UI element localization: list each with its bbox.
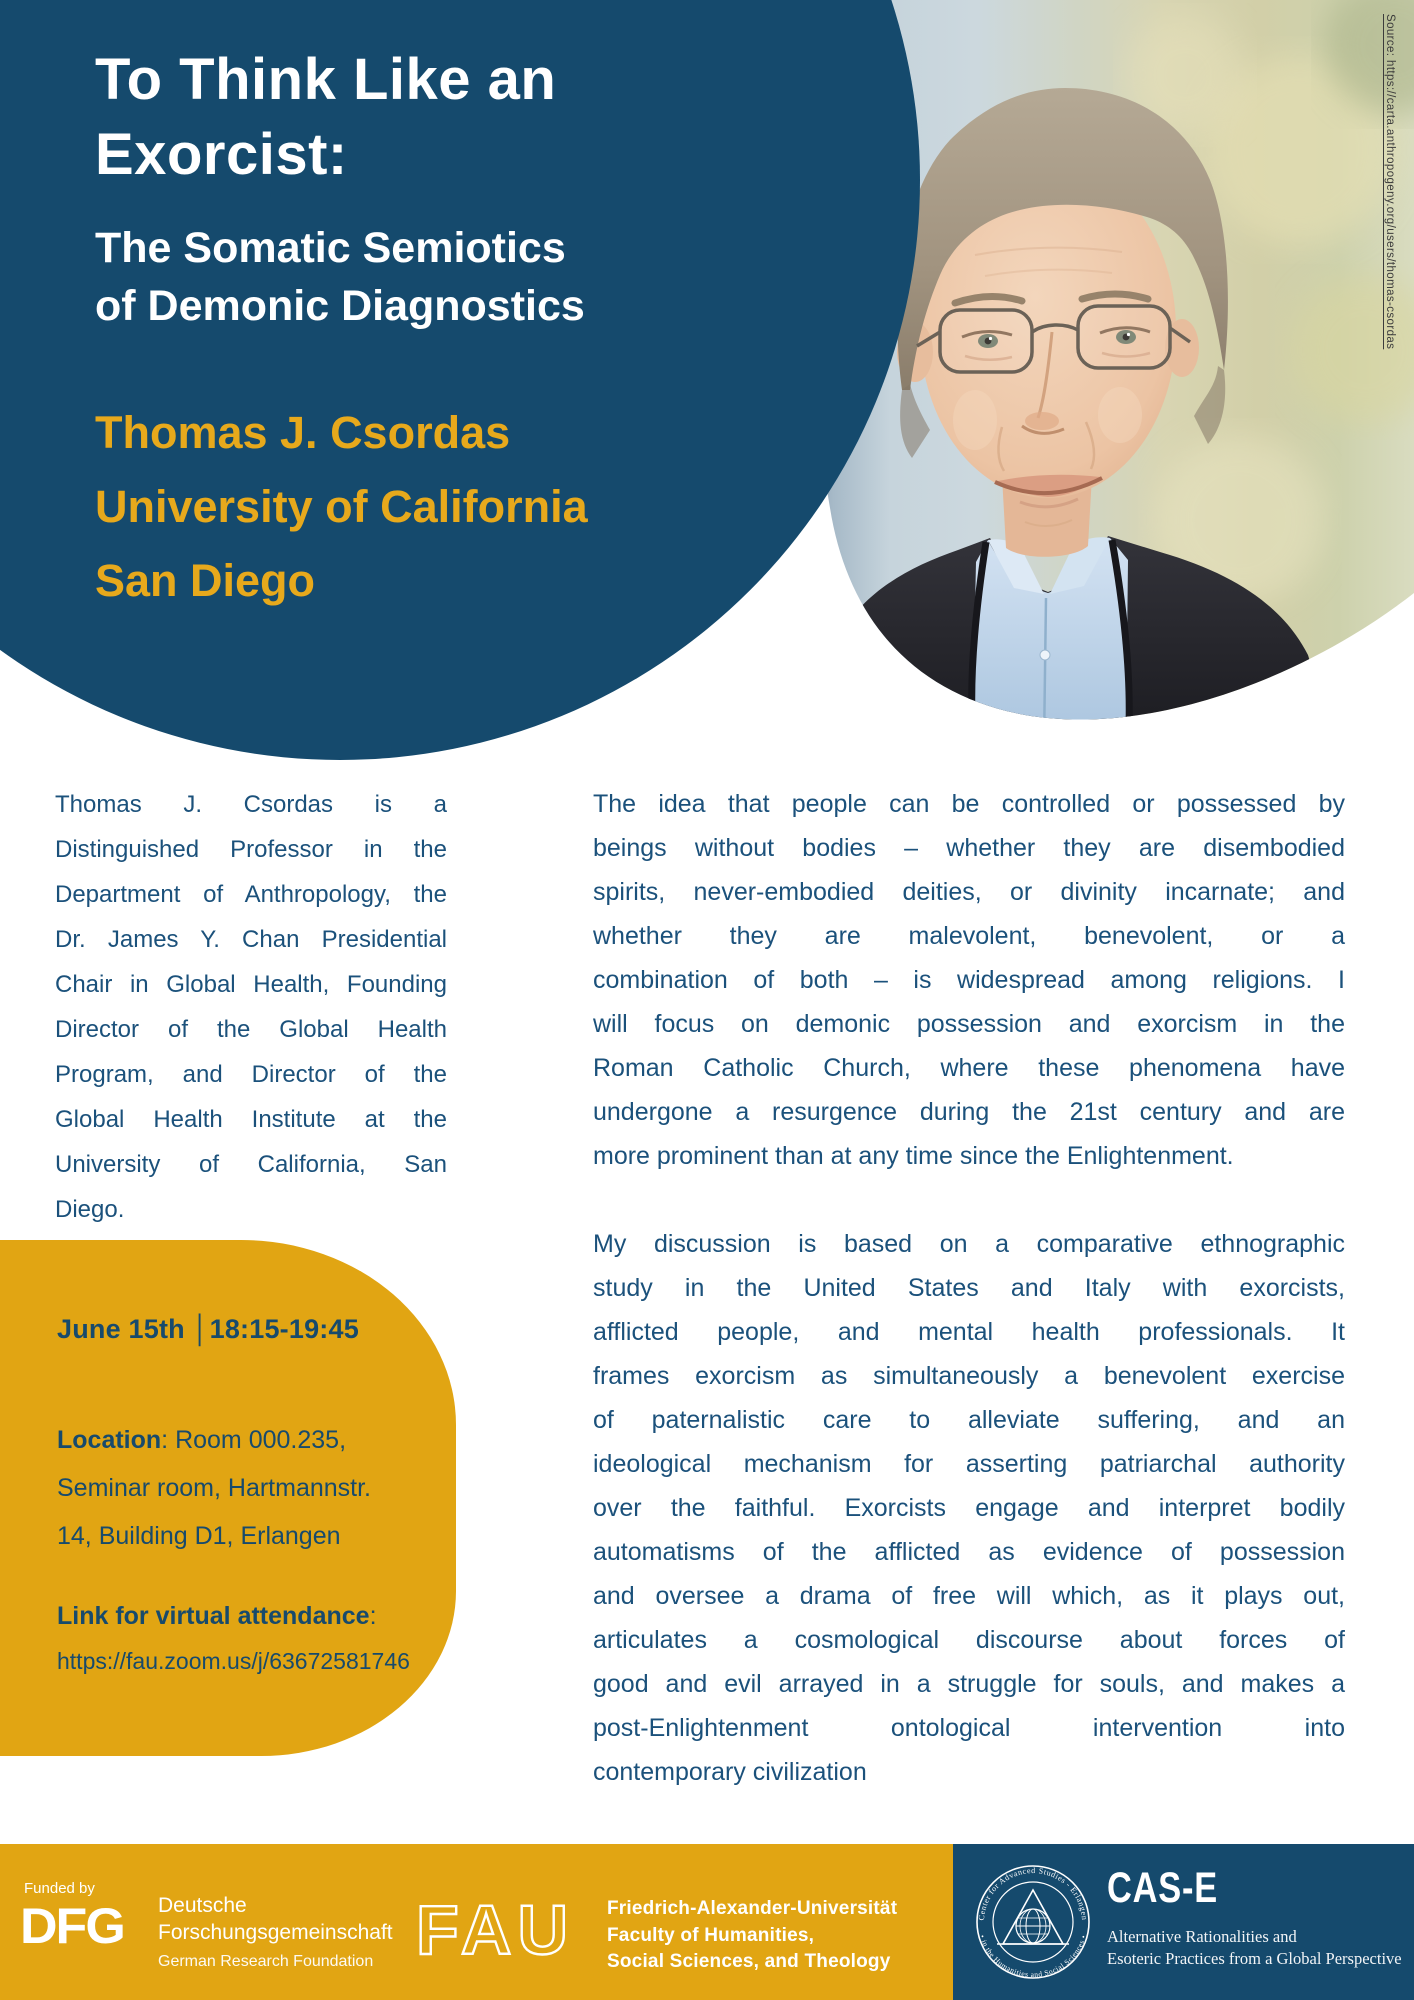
- case-tagline: Alternative Rationalities and Esoteric Practices from a Global Perspective: [1107, 1927, 1402, 1968]
- text-line: Distinguished Professor in the: [55, 836, 447, 863]
- dfg-wordmark: Deutsche Forschungsgemeinschaft German Research Foundation: [158, 1894, 393, 1970]
- text-line: Director of the Global Health: [55, 1016, 447, 1043]
- text-line: beings without bodies – whether they are disembodied: [593, 834, 1345, 862]
- text-line: Diego.: [55, 1196, 125, 1223]
- abstract-paragraph-1: [593, 782, 1345, 1178]
- text-line: automatisms of the afflicted as evidence of possession: [593, 1538, 1345, 1566]
- svg-text:Center for Advanced Studies -: Center for Advanced Studies - Erlangen: [976, 1865, 1090, 1921]
- subtitle-line: of Demonic Diagnostics: [95, 282, 585, 330]
- text-line: combination of both – is widespread among religions. I: [593, 966, 1345, 994]
- funded-by-label: Funded by: [24, 1880, 95, 1897]
- text-line: of paternalistic care to alleviate suffering, and an: [593, 1406, 1345, 1434]
- footer-funding-section: [0, 1844, 953, 2000]
- text-line: University of California, San: [55, 1151, 447, 1178]
- case-seal-icon: [967, 1854, 1099, 1990]
- text-line: Dr. James Y. Chan Presidential: [55, 926, 447, 953]
- speaker-bio: [55, 782, 447, 1232]
- text-line: Program, and Director of the: [55, 1061, 447, 1088]
- text-line: afflicted people, and mental health professionals. It: [593, 1318, 1345, 1346]
- text-line: spirits, never-embodied deities, or divinity incarnate; and: [593, 878, 1345, 906]
- footer: [0, 1844, 1414, 2000]
- event-location: [57, 1416, 427, 1560]
- text-line: whether they are malevolent, benevolent, or a: [593, 922, 1345, 950]
- title-line: Exorcist:: [95, 122, 348, 187]
- photo-source-credit[interactable]: Source: https://carta.anthropogeny.org/users/thomas-csordas: [1384, 14, 1396, 350]
- text-line: good and evil arrayed in a struggle for souls, and makes a: [593, 1670, 1345, 1698]
- text-line: post-Enlightenment ontological intervention into: [593, 1714, 1345, 1742]
- text-line: Global Health Institute at the: [55, 1106, 447, 1133]
- location-line: Seminar room, Hartmannstr.: [57, 1474, 371, 1502]
- text-line: ideological mechanism for asserting patriarchal authority: [593, 1450, 1345, 1478]
- zoom-link[interactable]: https://fau.zoom.us/j/63672581746: [57, 1648, 410, 1674]
- text-line: more prominent than at any time since the Enlightenment.: [593, 1142, 1234, 1170]
- subtitle-line: The Somatic Semiotics: [95, 224, 566, 272]
- speaker-affiliation: San Diego: [95, 555, 316, 606]
- title-line: To Think Like an: [95, 47, 557, 112]
- fau-logo: [412, 1892, 592, 1968]
- speaker-affiliation: University of California: [95, 481, 588, 532]
- text-line: undergone a resurgence during the 21st century and are: [593, 1098, 1345, 1126]
- speaker-name: Thomas J. Csordas: [95, 407, 511, 458]
- text-line: My discussion is based on a comparative ethnographic: [593, 1230, 1345, 1258]
- speaker-name-affiliation: [95, 396, 588, 618]
- footer-case-section: [953, 1844, 1414, 2000]
- fau-wordmark: Friedrich-Alexander-Universität Faculty of Humanities, Social Sciences, and Theology: [607, 1898, 898, 1972]
- text-line: will focus on demonic possession and exorcism in the: [593, 1010, 1345, 1038]
- event-datetime: June 15th │18:15-19:45: [57, 1314, 359, 1344]
- text-line: Thomas J. Csordas is a: [55, 791, 447, 818]
- abstract-paragraph-2: [593, 1222, 1345, 1794]
- text-line: The idea that people can be controlled or possessed by: [593, 790, 1345, 818]
- dfg-logo: DFG: [20, 1898, 124, 1955]
- page-title: [95, 42, 556, 192]
- location-line: 14, Building D1, Erlangen: [57, 1522, 341, 1550]
- text-line: articulates a cosmological discourse about forces of: [593, 1626, 1345, 1654]
- event-details-blob: [0, 1240, 456, 1756]
- text-line: Roman Catholic Church, where these phenomena have: [593, 1054, 1345, 1082]
- text-line: and oversee a drama of free will which, as it plays out,: [593, 1582, 1345, 1610]
- page-subtitle: [95, 219, 585, 335]
- virtual-attendance-label: Link for virtual attendance:: [57, 1602, 377, 1630]
- location-room: : Room 000.235,: [161, 1426, 347, 1454]
- case-logo: CAS-E: [1107, 1864, 1219, 1912]
- text-line: contemporary civilization: [593, 1758, 867, 1786]
- text-line: Chair in Global Health, Founding: [55, 971, 447, 998]
- text-line: frames exorcism as simultaneously a benevolent exercise: [593, 1362, 1345, 1390]
- text-line: over the faithful. Exorcists engage and interpret bodily: [593, 1494, 1345, 1522]
- text-line: study in the United States and Italy with exorcists,: [593, 1274, 1345, 1302]
- svg-text:• in the Humanities and Social: • in the Humanities and Social Sciences •: [977, 1933, 1089, 1980]
- svg-text:FAU: FAU: [416, 1892, 574, 1968]
- text-line: Department of Anthropology, the: [55, 881, 447, 908]
- location-label: Location: [57, 1426, 162, 1454]
- talk-abstract: [593, 782, 1345, 1794]
